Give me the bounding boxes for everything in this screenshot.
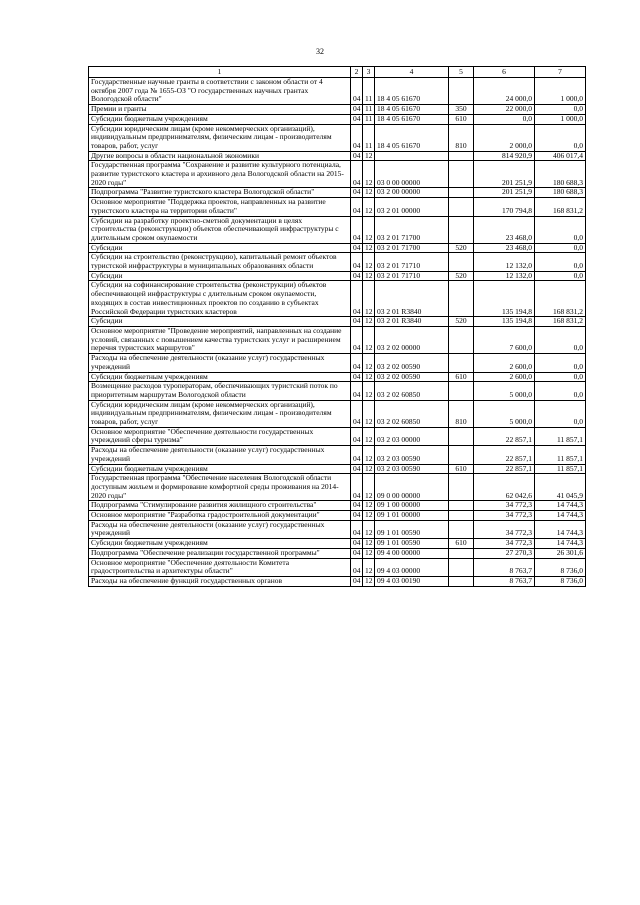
row-expense-type: 520 [449,271,474,281]
row-section: 04 [351,114,363,124]
row-amount-2: 0,0 [535,124,586,151]
row-expense-type [449,253,474,271]
row-subsection: 12 [363,382,375,400]
table-row [89,520,586,538]
table-row [89,501,586,511]
row-section: 04 [351,382,363,400]
row-section: 04 [351,372,363,382]
row-section: 04 [351,161,363,188]
row-expense-type [449,198,474,216]
row-section: 04 [351,317,363,327]
row-target-item: 09 0 00 00000 [375,474,449,501]
row-amount-2: 180 688,3 [535,161,586,188]
row-name: Расходы на обеспечение деятельности (оказание услуг) государственных учреждений [89,446,351,464]
row-subsection: 12 [363,501,375,511]
row-name: Субсидии бюджетным учреждениям [89,539,351,549]
row-subsection: 12 [363,281,375,317]
row-amount-2: 0,0 [535,382,586,400]
row-name: Государственная программа "Сохранение и развитие культурного потенциала, развитие туристского кластера и архивного дела Вологодской области на 2015-2020 годы" [89,161,351,188]
row-expense-type: 610 [449,372,474,382]
row-name: Расходы на обеспечение функций государственных органов [89,576,351,586]
row-section: 04 [351,124,363,151]
row-name: Основное мероприятие "Проведение мероприятий, направленных на создание условий, связанных с повышением качества туристских услуг и расширением перечня туристских маршрутов" [89,326,351,353]
row-target-item: 03 2 02 60850 [375,382,449,400]
row-amount-1: 2 600,0 [474,354,535,372]
row-target-item: 03 2 01 R3840 [375,317,449,327]
row-subsection: 11 [363,124,375,151]
row-section: 04 [351,78,363,105]
table-row [89,382,586,400]
row-target-item: 09 4 00 00000 [375,548,449,558]
row-expense-type: 610 [449,539,474,549]
table-row [89,271,586,281]
row-amount-2: 406 017,4 [535,151,586,161]
row-target-item: 09 4 03 00000 [375,558,449,576]
table-row [89,114,586,124]
row-target-item: 09 4 03 00190 [375,576,449,586]
row-amount-2: 168 831,2 [535,281,586,317]
row-target-item: 03 2 01 71700 [375,216,449,243]
row-expense-type [449,188,474,198]
row-target-item: 03 2 02 00590 [375,372,449,382]
row-section: 04 [351,400,363,427]
row-target-item: 09 1 00 00000 [375,501,449,511]
column-header-target-item: 4 [375,67,449,78]
row-amount-2: 41 045,9 [535,474,586,501]
row-target-item: 03 2 00 00000 [375,188,449,198]
row-name: Субсидии бюджетным учреждениям [89,372,351,382]
row-amount-2: 0,0 [535,105,586,115]
row-target-item: 03 2 01 00000 [375,198,449,216]
row-section: 04 [351,576,363,586]
row-amount-1: 5 000,0 [474,400,535,427]
row-subsection: 12 [363,317,375,327]
row-amount-1: 12 132,0 [474,271,535,281]
table-row [89,400,586,427]
table-row [89,326,586,353]
row-section: 04 [351,216,363,243]
row-expense-type [449,161,474,188]
row-subsection: 12 [363,243,375,253]
row-name: Государственная программа "Обеспечение населения Вологодской области доступным жильем и формирование комфортной среды проживания на 2014-2020 годы" [89,474,351,501]
row-target-item: 03 0 00 00000 [375,161,449,188]
row-target-item: 18 4 05 61670 [375,78,449,105]
row-amount-1: 23 468,0 [474,216,535,243]
row-amount-2: 0,0 [535,372,586,382]
row-name: Основное мероприятие "Обеспечение деятельности Комитета градостроительства и архитектуры области" [89,558,351,576]
row-amount-1: 22 857,1 [474,446,535,464]
row-name: Субсидии на строительство (реконструкцию), капитальный ремонт объектов туристской инфраструктуры в муниципальных образованиях области [89,253,351,271]
row-section: 04 [351,281,363,317]
row-subsection: 12 [363,576,375,586]
row-target-item: 03 2 03 00590 [375,446,449,464]
table-row [89,78,586,105]
row-section: 04 [351,271,363,281]
row-section: 04 [351,253,363,271]
row-subsection: 12 [363,539,375,549]
row-amount-1: 8 763,7 [474,558,535,576]
row-amount-1: 12 132,0 [474,253,535,271]
row-subsection: 12 [363,188,375,198]
row-name: Расходы на обеспечение деятельности (оказание услуг) государственных учреждений [89,354,351,372]
row-subsection: 11 [363,114,375,124]
row-name: Другие вопросы в области национальной экономики [89,151,351,161]
table-row [89,105,586,115]
row-expense-type [449,427,474,445]
row-subsection: 12 [363,427,375,445]
row-amount-1: 135 194,8 [474,281,535,317]
row-name: Премии и гранты [89,105,351,115]
row-section: 04 [351,151,363,161]
row-expense-type [449,216,474,243]
row-name: Возмещение расходов туроператорам, обеспечивающих туристский поток по приоритетным маршрутам Вологодской области [89,382,351,400]
column-header-subsection: 3 [363,67,375,78]
row-section: 04 [351,427,363,445]
row-name: Государственные научные гранты в соответствии с законом области от 4 октября 2007 года № 1655-ОЗ "О государственных научных грантах Вологодской области" [89,78,351,105]
row-amount-1: 22 857,1 [474,427,535,445]
row-name: Субсидии юридическим лицам (кроме некоммерческих организаций), индивидуальным предпринимателям, физическим лицам - производителям товаров, работ, услуг [89,400,351,427]
row-subsection: 12 [363,354,375,372]
row-name: Подпрограмма "Развитие туристского кластера Вологодской области" [89,188,351,198]
row-section: 04 [351,520,363,538]
row-section: 04 [351,539,363,549]
row-expense-type [449,474,474,501]
table-row [89,317,586,327]
row-amount-2: 0,0 [535,400,586,427]
table-row [89,281,586,317]
row-target-item: 09 1 01 00000 [375,511,449,521]
row-expense-type [449,354,474,372]
row-section: 04 [351,243,363,253]
table-row [89,427,586,445]
row-amount-1: 22 000,0 [474,105,535,115]
row-name: Расходы на обеспечение деятельности (оказание услуг) государственных учреждений [89,520,351,538]
row-subsection: 12 [363,520,375,538]
table-row [89,474,586,501]
row-amount-2: 26 301,6 [535,548,586,558]
row-name: Субсидии [89,243,351,253]
row-subsection: 12 [363,216,375,243]
table-row [89,151,586,161]
row-target-item: 18 4 05 61670 [375,124,449,151]
row-section: 04 [351,446,363,464]
row-section: 04 [351,464,363,474]
row-target-item: 03 2 03 00590 [375,464,449,474]
table-row [89,511,586,521]
row-expense-type: 610 [449,464,474,474]
table-row [89,558,586,576]
table-row [89,464,586,474]
row-target-item: 03 2 01 71710 [375,271,449,281]
row-target-item: 09 1 01 00590 [375,520,449,538]
row-amount-1: 22 857,1 [474,464,535,474]
row-amount-2: 14 744,3 [535,520,586,538]
row-name: Основное мероприятие "Поддержка проектов, направленных на развитие туристского кластера на территории области" [89,198,351,216]
row-subsection: 12 [363,271,375,281]
row-expense-type [449,151,474,161]
row-amount-2: 11 857,1 [535,446,586,464]
row-amount-1: 0,0 [474,114,535,124]
row-name: Основное мероприятие "Разработка градостроительной документации" [89,511,351,521]
row-amount-1: 201 251,9 [474,161,535,188]
row-target-item: 03 2 02 00000 [375,326,449,353]
row-amount-1: 34 772,3 [474,511,535,521]
row-expense-type [449,511,474,521]
row-subsection: 12 [363,253,375,271]
row-amount-1: 27 270,3 [474,548,535,558]
row-amount-1: 34 772,3 [474,501,535,511]
row-amount-1: 814 920,9 [474,151,535,161]
row-section: 04 [351,548,363,558]
table-row [89,354,586,372]
row-section: 04 [351,474,363,501]
row-section: 04 [351,558,363,576]
row-name: Субсидии юридическим лицам (кроме некоммерческих организаций), индивидуальным предпринимателям, физическим лицам - производителям товаров, работ, услуг [89,124,351,151]
row-subsection: 12 [363,548,375,558]
row-amount-1: 34 772,3 [474,520,535,538]
row-amount-2: 11 857,1 [535,427,586,445]
row-amount-2: 11 857,1 [535,464,586,474]
row-subsection: 12 [363,400,375,427]
row-amount-2: 1 000,0 [535,114,586,124]
row-expense-type [449,382,474,400]
row-section: 04 [351,511,363,521]
row-amount-2: 0,0 [535,326,586,353]
row-amount-1: 2 600,0 [474,372,535,382]
row-subsection: 12 [363,474,375,501]
row-name: Субсидии бюджетным учреждениям [89,464,351,474]
table-header-row [89,67,586,78]
row-amount-1: 24 000,0 [474,78,535,105]
row-target-item: 03 2 02 00590 [375,354,449,372]
row-amount-1: 135 194,8 [474,317,535,327]
row-name: Основное мероприятие "Обеспечение деятельности государственных учреждений сферы туризма" [89,427,351,445]
row-expense-type: 520 [449,317,474,327]
column-header-amount-2: 7 [535,67,586,78]
row-subsection: 12 [363,161,375,188]
row-expense-type: 520 [449,243,474,253]
row-section: 04 [351,188,363,198]
row-amount-2: 0,0 [535,354,586,372]
row-amount-2: 14 744,3 [535,511,586,521]
table-row [89,243,586,253]
column-header-amount-1: 6 [474,67,535,78]
row-subsection: 11 [363,105,375,115]
row-amount-1: 34 772,3 [474,539,535,549]
table-row [89,124,586,151]
row-amount-2: 1 000,0 [535,78,586,105]
row-amount-2: 14 744,3 [535,539,586,549]
row-amount-2: 8 736,0 [535,558,586,576]
table-row [89,161,586,188]
table-row [89,188,586,198]
row-subsection: 12 [363,326,375,353]
row-subsection: 12 [363,558,375,576]
row-name: Субсидии [89,317,351,327]
row-subsection: 12 [363,372,375,382]
row-expense-type [449,520,474,538]
row-target-item: 18 4 05 61670 [375,114,449,124]
row-target-item: 18 4 05 61670 [375,105,449,115]
row-expense-type [449,576,474,586]
row-amount-1: 170 794,8 [474,198,535,216]
row-expense-type: 810 [449,124,474,151]
table-row [89,548,586,558]
row-section: 04 [351,326,363,353]
row-expense-type [449,78,474,105]
row-target-item: 03 2 01 R3840 [375,281,449,317]
row-section: 04 [351,501,363,511]
row-section: 04 [351,198,363,216]
row-expense-type [449,281,474,317]
row-amount-2: 0,0 [535,253,586,271]
row-expense-type [449,326,474,353]
row-amount-1: 201 251,9 [474,188,535,198]
row-target-item: 03 2 03 00000 [375,427,449,445]
row-amount-1: 2 000,0 [474,124,535,151]
column-header-section: 2 [351,67,363,78]
budget-table [88,66,586,587]
row-amount-2: 0,0 [535,216,586,243]
column-header-expense-type: 5 [449,67,474,78]
row-target-item: 03 2 01 71700 [375,243,449,253]
row-target-item: 03 2 01 71710 [375,253,449,271]
row-amount-1: 23 468,0 [474,243,535,253]
row-name: Субсидии бюджетным учреждениям [89,114,351,124]
row-expense-type [449,548,474,558]
row-expense-type: 610 [449,114,474,124]
row-amount-2: 0,0 [535,243,586,253]
row-expense-type: 350 [449,105,474,115]
row-amount-2: 180 688,3 [535,188,586,198]
row-expense-type [449,501,474,511]
row-amount-1: 5 000,0 [474,382,535,400]
table-row [89,446,586,464]
row-amount-1: 7 600,0 [474,326,535,353]
row-subsection: 12 [363,511,375,521]
row-expense-type: 810 [449,400,474,427]
column-header-name: 1 [89,67,351,78]
table-row [89,576,586,586]
row-section: 04 [351,354,363,372]
table-row [89,216,586,243]
table-row [89,539,586,549]
row-expense-type [449,446,474,464]
row-amount-1: 8 763,7 [474,576,535,586]
page-number: 32 [316,47,324,56]
row-target-item [375,151,449,161]
row-subsection: 12 [363,446,375,464]
row-target-item: 09 1 01 00590 [375,539,449,549]
table-row [89,253,586,271]
row-name: Подпрограмма "Стимулирование развития жилищного строительства" [89,501,351,511]
row-expense-type [449,558,474,576]
row-name: Субсидии [89,271,351,281]
row-target-item: 03 2 02 60850 [375,400,449,427]
row-section: 04 [351,105,363,115]
row-subsection: 12 [363,464,375,474]
row-amount-2: 8 736,0 [535,576,586,586]
row-subsection: 12 [363,151,375,161]
row-amount-2: 0,0 [535,271,586,281]
row-amount-2: 14 744,3 [535,501,586,511]
row-subsection: 11 [363,78,375,105]
row-amount-1: 62 042,6 [474,474,535,501]
row-amount-2: 168 831,2 [535,198,586,216]
table-row [89,372,586,382]
row-amount-2: 168 831,2 [535,317,586,327]
row-subsection: 12 [363,198,375,216]
row-name: Подпрограмма "Обеспечение реализации государственной программы" [89,548,351,558]
row-name: Субсидии на софинансирование строительства (реконструкции) объектов обеспечивающей инфраструктуры с длительным сроком окупаемости, входящих в состав инвестиционных проектов по созданию в субъектах Российской Федерации туристских кластеров [89,281,351,317]
table-row [89,198,586,216]
row-name: Субсидии на разработку проектно-сметной документации в целях строительства (реконструкции) объектов обеспечивающей инфраструктуры с длительным сроком окупаемости [89,216,351,243]
